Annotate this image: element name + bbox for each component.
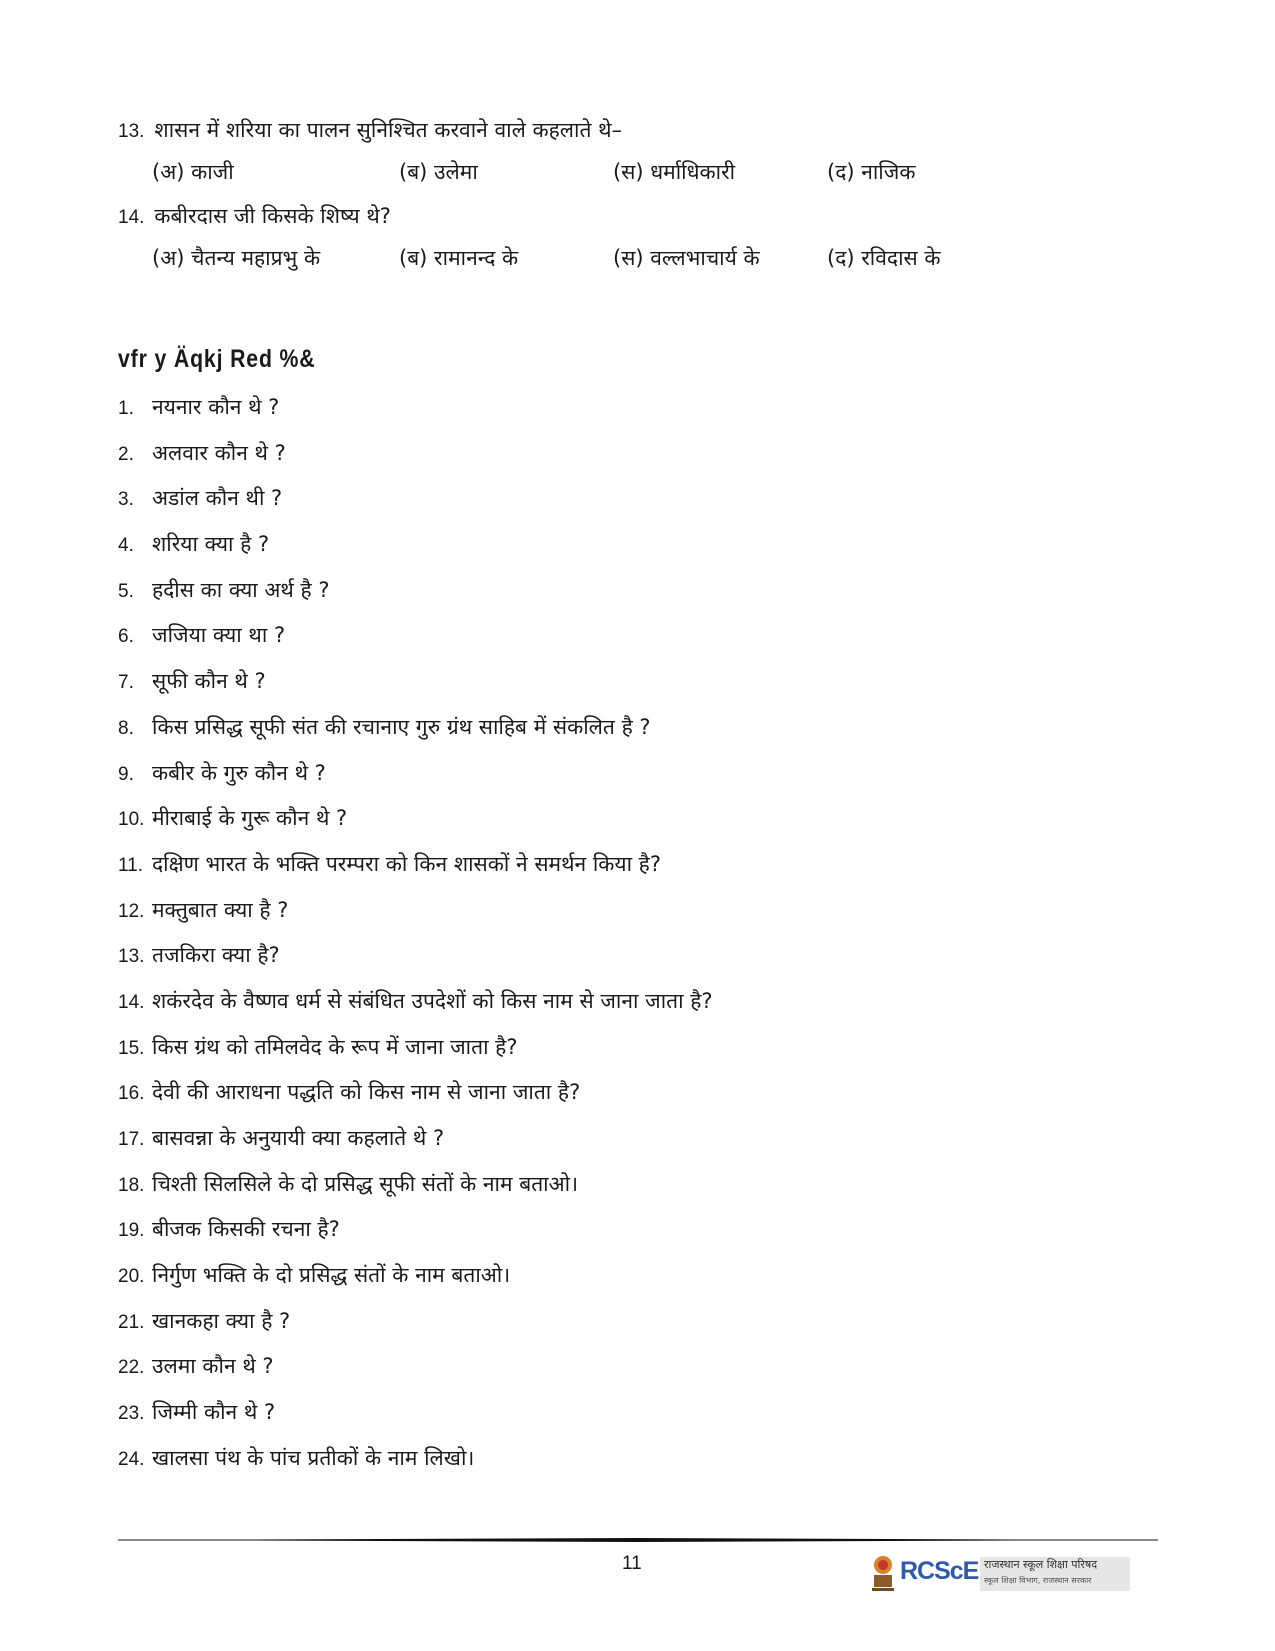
question-text: दक्षिण भारत के भक्ति परम्परा को किन शासकों ने समर्थन किया है?	[152, 851, 661, 876]
question-text: जजिया क्या था ?	[152, 623, 286, 648]
question-number: 4.	[118, 535, 134, 557]
question-text: मक्तुबात क्या है ?	[152, 897, 289, 922]
question-number: 19.	[118, 1220, 145, 1242]
rcsce-logo	[870, 1551, 1135, 1595]
question-text: अडांल कौन थी ?	[152, 486, 283, 511]
question-text: शरिया क्या है ?	[152, 532, 270, 557]
question-number: 5.	[118, 580, 134, 602]
short-question-item	[118, 1169, 713, 1215]
short-question-item	[118, 666, 713, 712]
short-question-item	[118, 438, 713, 484]
option-d: (द) रविदास के	[827, 246, 941, 270]
logo-title: राजस्थान स्कूल शिक्षा परिषद	[984, 1558, 1098, 1571]
question-text: खालसा पंथ के पांच प्रतीकों के नाम लिखो।	[152, 1445, 475, 1470]
mcq-options-13	[152, 158, 1052, 188]
short-question-item	[118, 1443, 713, 1489]
short-question-item	[118, 1032, 713, 1078]
question-text: कबीर के गुरु कौन थे ?	[152, 760, 326, 785]
question-text: तजकिरा क्या है?	[152, 943, 280, 968]
question-text: बीजक किसकी रचना है?	[152, 1217, 340, 1242]
question-text: मीराबाई के गुरू कौन थे ?	[152, 806, 348, 831]
short-question-item	[118, 575, 713, 621]
question-number: 22.	[118, 1357, 145, 1379]
short-question-item	[118, 1077, 713, 1123]
section-heading: vfr y Äqkj Red %&	[118, 345, 316, 373]
short-question-item	[118, 895, 713, 941]
logo-abbrev: RCScE	[900, 1557, 979, 1585]
question-text: खानकहा क्या है ?	[152, 1308, 291, 1333]
short-question-item	[118, 1214, 713, 1260]
question-number: 14.	[118, 991, 145, 1013]
logo-subtitle: स्कूल शिक्षा विभाग, राजस्थान सरकार	[984, 1576, 1092, 1585]
question-number: 11.	[118, 854, 144, 876]
short-question-item	[118, 940, 713, 986]
question-text: उलमा कौन थे ?	[152, 1354, 274, 1379]
option-c: (स) वल्लभाचार्य के	[613, 246, 760, 270]
question-text: बासवन्ना के अनुयायी क्या कहलाते थे ?	[152, 1126, 445, 1150]
question-text: शकंरदेव के वैष्णव धर्म से संबंधित उपदेशों को किस नाम से जाना जाता है?	[152, 988, 713, 1013]
question-text: अलवार कौन थे ?	[152, 440, 286, 465]
mcq-question-13: 13. शासन में शरिया का पालन सुनिश्चित करवाने वाले कहलाते थे–	[118, 118, 623, 142]
question-number: 21.	[118, 1311, 145, 1333]
short-question-list	[118, 392, 713, 1489]
question-text: चिश्ती सिलसिले के दो प्रसिद्ध सूफी संतों के नाम बताओ।	[152, 1171, 579, 1196]
short-question-item	[118, 1351, 713, 1397]
question-number: 9.	[118, 763, 134, 785]
question-number: 3.	[118, 489, 134, 511]
short-question-item	[118, 712, 713, 758]
short-question-item	[118, 1306, 713, 1352]
page-number: 11	[622, 1553, 642, 1574]
question-number: 6.	[118, 626, 134, 648]
question-text: किस ग्रंथ को तमिलवेद के रूप में जाना जाता है?	[152, 1034, 518, 1059]
mcq-question-14: 14. कबीरदास जी किसके शिष्य थे?	[118, 204, 391, 228]
question-number: 24.	[118, 1448, 145, 1470]
short-question-item	[118, 1397, 713, 1443]
footer-divider	[118, 1538, 1158, 1542]
question-number: 10.	[118, 809, 145, 831]
short-question-item	[118, 483, 713, 529]
short-question-item	[118, 529, 713, 575]
mcq-question-text: कबीरदास जी किसके शिष्य थे?	[154, 204, 391, 228]
question-text: जिम्मी कौन थे ?	[152, 1400, 276, 1425]
question-number: 16.	[118, 1083, 145, 1105]
short-question-item	[118, 758, 713, 804]
question-number: 23.	[118, 1403, 145, 1425]
question-number: 12.	[118, 900, 145, 922]
question-number: 18.	[118, 1174, 145, 1196]
option-a: (अ) चैतन्य महाप्रभु के	[152, 246, 321, 270]
question-text: देवी की आराधना पद्धति को किस नाम से जाना जाता है?	[152, 1080, 581, 1105]
option-d: (द) नाजिक	[827, 160, 916, 184]
question-text: नयनार कौन थे ?	[152, 395, 280, 419]
short-question-item	[118, 803, 713, 849]
question-text: किस प्रसिद्ध सूफी संत की रचानाए गुरु ग्रंथ साहिब में संकलित है ?	[152, 714, 651, 739]
option-b: (ब) उलेमा	[399, 160, 478, 184]
question-number: 2.	[118, 443, 134, 465]
short-question-item	[118, 986, 713, 1032]
question-number: 20.	[118, 1266, 145, 1288]
question-number: 15.	[118, 1037, 145, 1059]
question-text: हदीस का क्या अर्थ है ?	[152, 577, 330, 602]
short-question-item	[118, 1123, 713, 1169]
option-c: (स) धर्माधिकारी	[613, 160, 736, 184]
question-text: निर्गुण भक्ति के दो प्रसिद्ध संतों के नाम बताओ।	[152, 1263, 511, 1288]
short-question-item	[118, 392, 713, 438]
short-question-item	[118, 1260, 713, 1306]
mcq-question-text: शासन में शरिया का पालन सुनिश्चित करवाने वाले कहलाते थे–	[154, 118, 623, 142]
option-a: (अ) काजी	[152, 160, 234, 184]
question-number: 7.	[118, 672, 134, 694]
short-question-item	[118, 849, 713, 895]
question-number: 17.	[118, 1129, 145, 1150]
mcq-options-14	[152, 244, 1052, 274]
question-number: 13.	[118, 946, 145, 968]
short-question-item	[118, 620, 713, 666]
question-number: 8.	[118, 717, 134, 739]
option-b: (ब) रामानन्द के	[399, 246, 519, 270]
question-number: 1.	[118, 398, 134, 419]
question-text: सूफी कौन थे ?	[152, 669, 266, 694]
